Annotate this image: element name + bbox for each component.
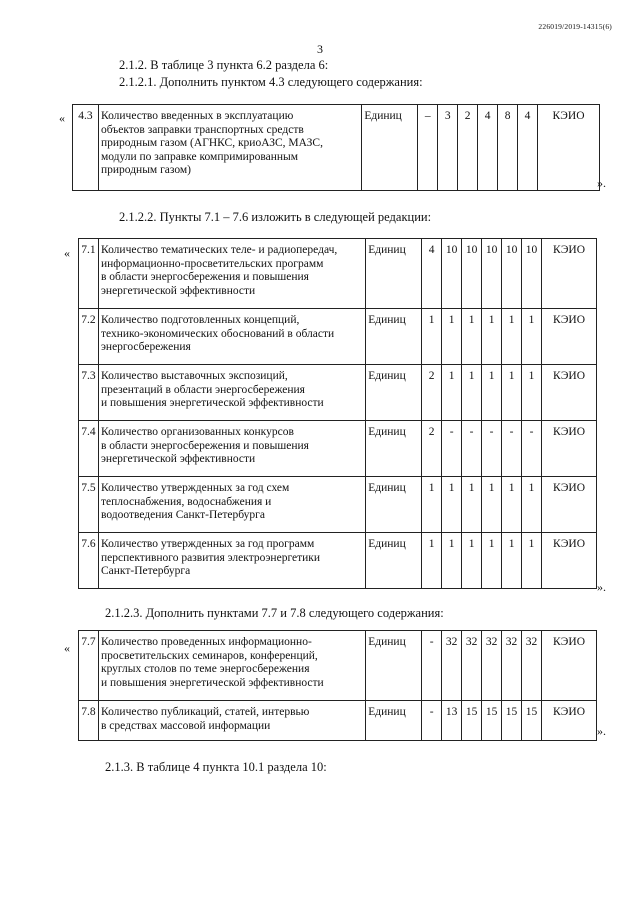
value-cell: 1 [462,477,482,533]
value-cell: 4 [518,105,538,191]
description-line: в области энергосбережения и повышения [100,271,309,283]
table-row [73,105,600,191]
open-quote: « [59,111,65,125]
responsible-org: КЭИО [542,309,597,365]
description-line: Количество публикаций, статей, интервью [100,706,310,718]
item-description [98,631,365,701]
value-cell: 1 [522,365,542,421]
value-cell: 1 [522,309,542,365]
value-cell: 1 [502,365,522,421]
unit-cell: Единиц [366,309,422,365]
item-description [98,239,365,309]
table-row [79,309,597,365]
value-cell: 1 [422,477,442,533]
value-cell: 10 [482,239,502,309]
value-cell: 1 [482,477,502,533]
table-items-7-7-7-8 [78,630,597,741]
item-number: 4.3 [73,105,99,191]
description-line: и повышения энергетической эффективности [100,397,324,409]
value-cell: 32 [442,631,462,701]
table-row [79,631,597,701]
description-line: перспективного развития электроэнергетики [100,551,321,564]
description-line: Количество выставочных экспозиций, [100,370,288,382]
table-row [79,365,597,421]
paragraph-2-1-2: 2.1.2. В таблице 3 пункта 6.2 раздела 6: [119,58,329,72]
description-line: Количество утвержденных за год схем [100,482,290,494]
description-line: круглых столов по теме энергосбережения [100,663,310,675]
paragraph-2-1-2-2: 2.1.2.2. Пункты 7.1 – 7.6 изложить в следующей редакции: [119,210,432,224]
value-cell: 13 [442,701,462,741]
value-cell: 1 [422,533,442,589]
value-cell: 32 [502,631,522,701]
value-cell: 1 [442,309,462,365]
description-line: и повышения энергетической эффективности [100,676,324,689]
value-cell: 1 [502,309,522,365]
description-line: энергосбережения [100,341,191,353]
unit-cell: Единиц [366,533,422,589]
open-quote: « [64,246,70,260]
item-description [98,309,365,365]
responsible-org: КЭИО [542,701,597,741]
close-quote: ». [597,580,606,594]
item-number: 7.5 [79,477,99,533]
value-cell: 2 [422,421,442,477]
description-line: энергетической эффективности [100,284,256,297]
value-cell: 10 [442,239,462,309]
table-row [79,477,597,533]
table-row [79,239,597,309]
description-line: Количество введенных в эксплуатацию [100,110,294,122]
value-cell: 4 [422,239,442,309]
description-line: презентаций в области энергосбережения [100,383,305,396]
responsible-org: КЭИО [542,533,597,589]
description-line: Количество утвержденных за год программ [100,538,315,550]
value-cell: 1 [482,533,502,589]
description-line: Количество подготовленных концепций, [100,314,300,326]
value-cell: 1 [442,365,462,421]
value-cell: 32 [522,631,542,701]
item-number: 7.4 [79,421,99,477]
value-cell: 1 [462,309,482,365]
description-line: модули по заправке компримированным [100,150,299,163]
table-items-7-1-7-6 [78,238,597,589]
item-description [98,701,365,741]
item-number: 7.6 [79,533,99,589]
description-line: просветительских семинаров, конференций, [100,649,318,662]
value-cell: 1 [482,365,502,421]
unit-cell: Единиц [366,421,422,477]
value-cell: 15 [502,701,522,741]
paragraph-2-1-2-1: 2.1.2.1. Дополнить пунктом 4.3 следующего содержания: [119,75,423,89]
responsible-org: КЭИО [542,477,597,533]
item-description [98,105,361,191]
responsible-org: КЭИО [542,365,597,421]
value-cell: - [502,421,522,477]
description-line: информационно-просветительских программ [100,257,324,270]
item-number: 7.1 [79,239,99,309]
unit-cell: Единиц [366,477,422,533]
open-quote: « [64,641,70,655]
value-cell: 10 [522,239,542,309]
value-cell: 15 [462,701,482,741]
table-row [79,421,597,477]
table-item-4-3 [72,104,600,191]
value-cell: - [422,701,442,741]
description-line: объектов заправки транспортных средств [100,123,304,136]
value-cell: 1 [462,533,482,589]
value-cell: 10 [502,239,522,309]
unit-cell: Единиц [366,239,422,309]
description-line: технико-экономических обоснований в области [100,327,335,340]
value-cell: 1 [522,533,542,589]
responsible-org: КЭИО [542,631,597,701]
item-number: 7.7 [79,631,99,701]
item-description [98,365,365,421]
value-cell: 1 [462,365,482,421]
table-row [79,701,597,741]
unit-cell: Единиц [366,631,422,701]
close-quote: ». [597,176,606,190]
item-description [98,533,365,589]
value-cell: 1 [502,477,522,533]
description-line: водоотведения Санкт-Петербурга [100,509,265,521]
document-id: 226019/2019-14315(6) [538,22,612,31]
description-line: Количество организованных конкурсов [100,426,294,438]
value-cell: 2 [458,105,478,191]
value-cell: - [482,421,502,477]
unit-cell: Единиц [366,365,422,421]
item-description [98,421,365,477]
value-cell: 1 [522,477,542,533]
description-line: природным газом) [100,164,192,176]
description-line: в средствах массовой информации [100,719,271,732]
description-line: Количество тематических теле- и радиопередач, [100,244,338,256]
value-cell: 15 [522,701,542,741]
unit-cell: Единиц [366,701,422,741]
value-cell: 1 [422,309,442,365]
item-number: 7.2 [79,309,99,365]
responsible-org: КЭИО [538,105,600,191]
value-cell: 1 [442,533,462,589]
value-cell: 2 [422,365,442,421]
value-cell: 15 [482,701,502,741]
value-cell: 32 [462,631,482,701]
value-cell: - [422,631,442,701]
paragraph-2-1-2-3: 2.1.2.3. Дополнить пунктами 7.7 и 7.8 следующего содержания: [105,606,444,620]
item-description [98,477,365,533]
value-cell: 1 [442,477,462,533]
description-line: Количество проведенных информационно- [100,636,312,648]
value-cell: - [522,421,542,477]
value-cell: 10 [462,239,482,309]
item-number: 7.3 [79,365,99,421]
value-cell: 1 [482,309,502,365]
paragraph-2-1-3: 2.1.3. В таблице 4 пункта 10.1 раздела 10: [105,760,327,774]
description-line: в области энергосбережения и повышения [100,439,309,452]
description-line: теплоснабжения, водоснабжения и [100,495,272,508]
description-line: энергетической эффективности [100,453,256,465]
unit-cell: Единиц [362,105,418,191]
description-line: природным газом (АГНКС, криоАЗС, МАЗС, [100,137,323,149]
item-number: 7.8 [79,701,99,741]
value-cell: 8 [498,105,518,191]
value-cell: - [442,421,462,477]
value-cell: - [462,421,482,477]
value-cell: 32 [482,631,502,701]
value-cell: 1 [502,533,522,589]
page-number: 3 [317,42,323,56]
value-cell: 3 [438,105,458,191]
description-line: Санкт-Петербурга [100,565,191,577]
value-cell: – [418,105,438,191]
table-row [79,533,597,589]
close-quote: ». [597,724,606,738]
value-cell: 4 [478,105,498,191]
responsible-org: КЭИО [542,421,597,477]
responsible-org: КЭИО [542,239,597,309]
